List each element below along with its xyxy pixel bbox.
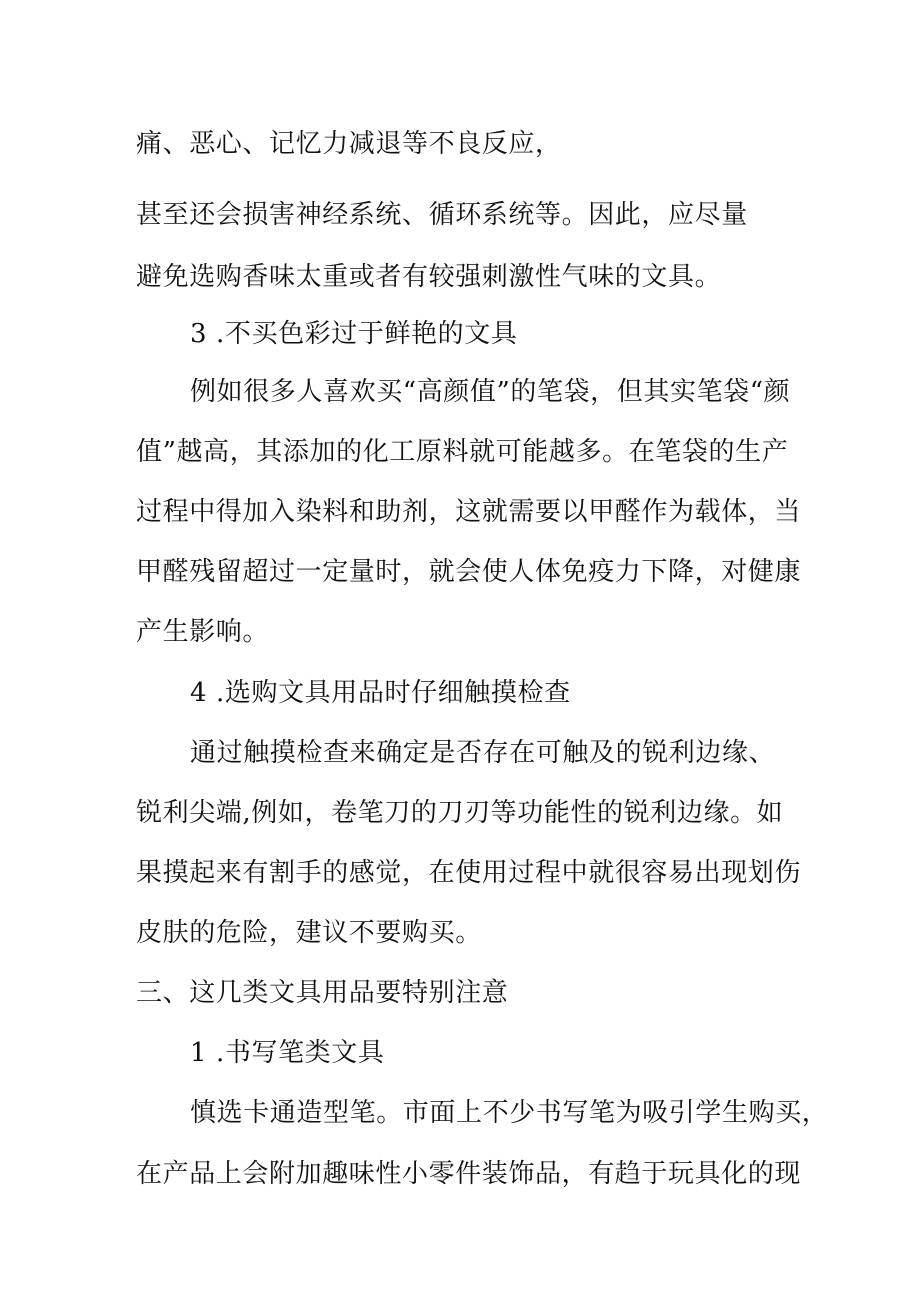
paragraph-line-12: 锐利尖端,例如，卷笔刀的刀刃等功能性的锐利边缘。如	[136, 798, 784, 828]
paragraph-line-7: 过程中得加入染料和助剂，这就需要以甲醛作为载体，当	[136, 497, 802, 527]
paragraph-line-11: 通过触摸检查来确定是否存在可触及的锐利边缘、	[190, 738, 776, 768]
paragraph-line-1: 痛、恶心、记忆力减退等不良反应，	[136, 129, 562, 159]
paragraph-line-6: 值”越高，其添加的化工原料就可能越多。在笔袋的生产	[136, 437, 789, 467]
paragraph-line-2: 甚至还会损害神经系统、循环系统等。因此，应尽量	[136, 200, 748, 230]
section-heading-3: 三、这几类文具用品要特别注意	[136, 978, 509, 1008]
heading-1: 1 .书写笔类文具	[190, 1038, 385, 1068]
paragraph-line-17: 慎选卡通造型笔。市面上不少书写笔为吸引学生购买，	[190, 1098, 829, 1128]
paragraph-line-3: 避免选购香味太重或者有较强刺激性气味的文具。	[136, 262, 722, 292]
paragraph-line-9: 产生影响。	[136, 617, 270, 647]
paragraph-line-5: 例如很多人喜欢买“高颜值”的笔袋，但其实笔袋“颜	[190, 377, 791, 407]
paragraph-line-18: 在产品上会附加趣味性小零件装饰品，有趋于玩具化的现	[136, 1159, 802, 1189]
paragraph-line-13: 果摸起来有割手的感觉，在使用过程中就很容易出现划伤	[136, 858, 802, 888]
paragraph-line-8: 甲醛残留超过一定量时，就会使人体免疫力下降，对健康	[136, 557, 802, 587]
heading-3: 3 .不买色彩过于鲜艳的文具	[190, 319, 518, 349]
heading-4: 4 .选购文具用品时仔细触摸检查	[190, 678, 571, 708]
paragraph-line-14: 皮肤的危险，建议不要购买。	[136, 918, 482, 948]
